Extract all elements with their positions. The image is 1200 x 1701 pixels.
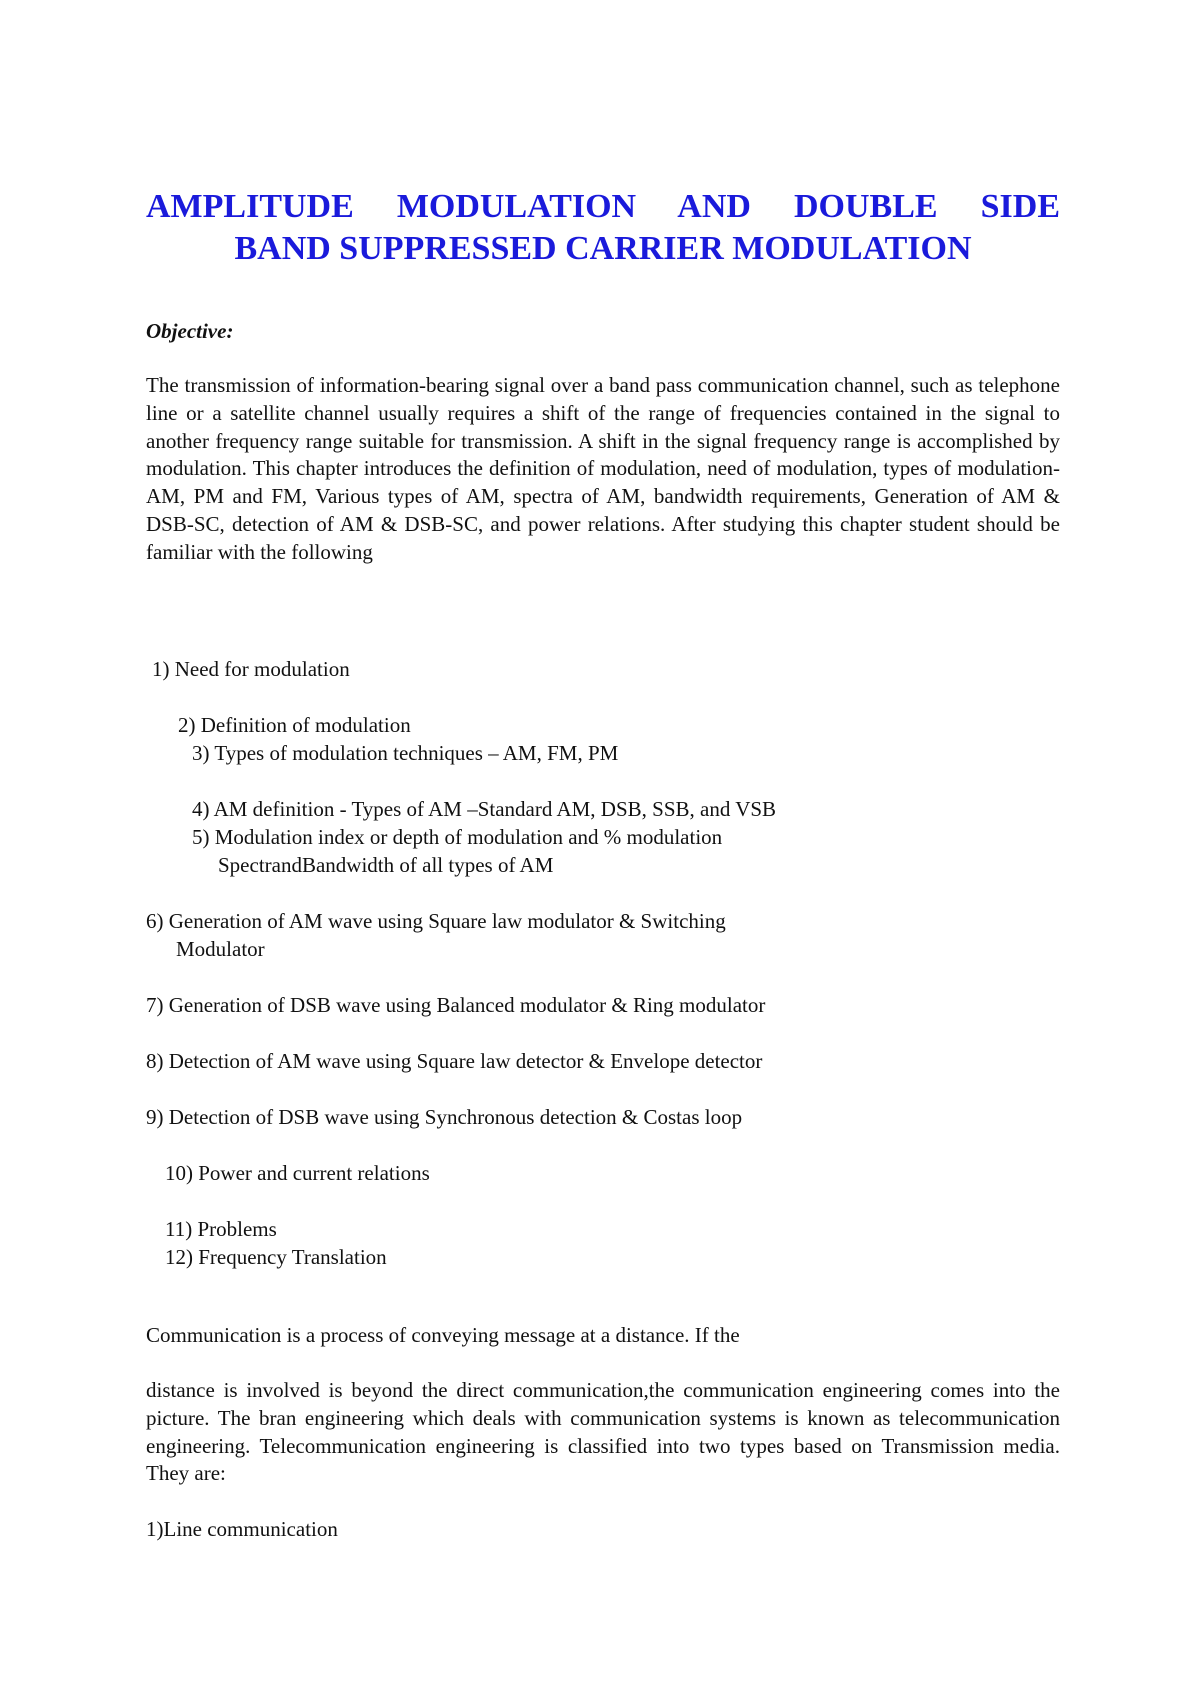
communication-paragraph-2: distance is involved is beyond the direct communication,the communication engineering comes into the picture. The bran engineering which deals with communication systems is known as telecommunication engineering. Telecommunication engineering is classified into two types based on Transmission media. They are:	[146, 1378, 1060, 1486]
communication-paragraph-1: Communication is a process of conveying message at a distance. If the	[146, 1323, 740, 1347]
title-line-2: BAND SUPPRESSED CARRIER MODULATION	[234, 230, 972, 267]
list-item: 4) AM definition - Types of AM –Standard AM, DSB, SSB, and VSB	[192, 797, 777, 821]
list-item: 1) Need for modulation	[152, 657, 350, 681]
list-item: 6) Generation of AM wave using Square law modulator & Switching	[146, 909, 726, 933]
list-item: 12) Frequency Translation	[165, 1245, 387, 1269]
list-item: 9) Detection of DSB wave using Synchronous detection & Costas loop	[146, 1105, 743, 1129]
line-communication-item: 1)Line communication	[146, 1517, 338, 1541]
list-item: 11) Problems	[165, 1217, 277, 1241]
list-item: 7) Generation of DSB wave using Balanced modulator & Ring modulator	[146, 993, 766, 1017]
list-item: 2) Definition of modulation	[178, 713, 411, 737]
list-item: 8) Detection of AM wave using Square law detector & Envelope detector	[146, 1049, 763, 1073]
list-item: 5) Modulation index or depth of modulation and % modulation	[192, 825, 723, 849]
objective-heading: Objective:	[146, 319, 234, 343]
list-item: 10) Power and current relations	[165, 1161, 430, 1185]
intro-paragraph: The transmission of information-bearing signal over a band pass communication channel, such as telephone line or a satellite channel usually requires a shift of the range of frequencies contained in the signal to another frequency range suitable for transmission. A shift in the signal frequency range is accomplished by modulation. This chapter introduces the definition of modulation, need of modulation, types of modulation- AM, PM and FM, Various types of AM, spectra of AM, bandwidth requirements, Generation of AM & DSB-SC, detection of AM & DSB-SC, and power relations. After studying this chapter student should be familiar with the following	[146, 373, 1060, 564]
title-line-1: AMPLITUDE MODULATION AND DOUBLE SIDE	[146, 188, 1060, 225]
list-item: 3) Types of modulation techniques – AM, FM, PM	[192, 741, 619, 765]
document-title	[146, 186, 1060, 270]
list-item-continuation: SpectrandBandwidth of all types of AM	[218, 853, 554, 877]
list-item-continuation: Modulator	[176, 937, 265, 961]
